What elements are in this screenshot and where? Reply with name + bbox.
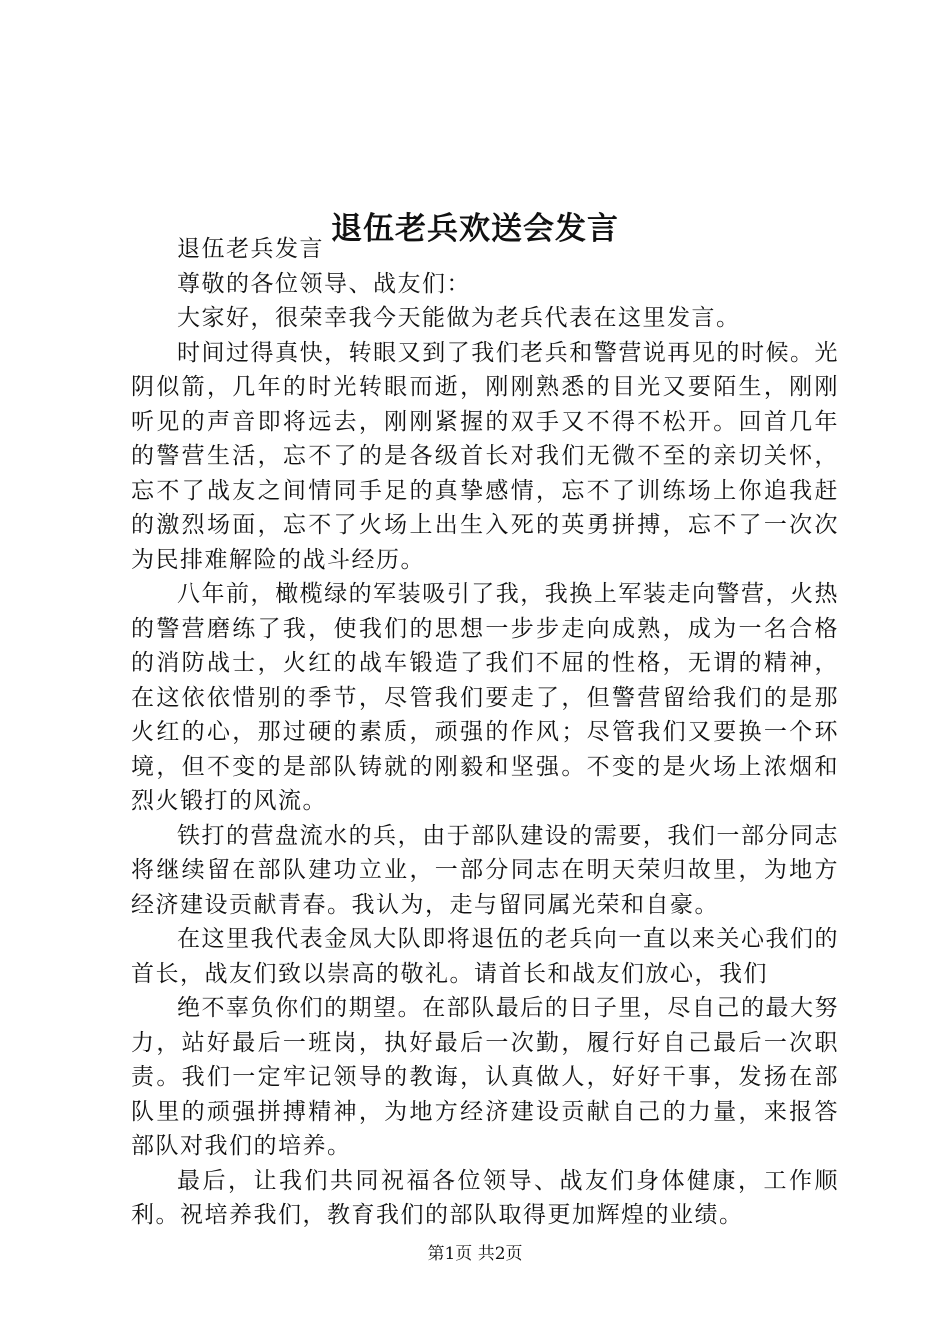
paragraph-salutation: 尊敬的各位领导、战友们： <box>177 270 471 297</box>
document-body <box>131 232 839 1233</box>
document-title: 退伍老兵欢送会发言 <box>331 210 619 247</box>
paragraph-time-flies: 时间过得真快，转眼又到了我们老兵和警营说再见的时候。光阴似箭，几年的时光转眼而逝，刚刚熟悉的目光又要陌生，刚刚听见的声音即将远去，刚刚紧握的双手又不得不松开。回首几年的警营生活，忘不了的是各级首长对我们无微不至的亲切关怀，忘不了战友之间情同手足的真挚感情，忘不了训练场上你追我赶的激烈场面，忘不了火场上出生入死的英勇拼搏，忘不了一次次为民排难解险的战斗经历。 <box>131 339 839 573</box>
paragraph-closing: 最后，让我们共同祝福各位领导、战友们身体健康，工作顺利。祝培养我们，教育我们的部队取得更加辉煌的业绩。 <box>131 1167 839 1228</box>
paragraph-iron-barracks: 铁打的营盘流水的兵，由于部队建设的需要，我们一部分同志将继续留在部队建功立业，一部分同志在明天荣归故里，为地方经济建设贡献青春。我认为，走与留同属光荣和自豪。 <box>131 822 839 918</box>
paragraph-promise: 绝不辜负你们的期望。在部队最后的日子里，尽自己的最大努力，站好最后一班岗，执好最后一次勤，履行好自己最后一次职责。我们一定牢记领导的教诲，认真做人，好好干事，发扬在部队里的顽强拼搏精神，为地方经济建设贡献自己的力量，来报答部队对我们的培养。 <box>131 995 839 1159</box>
paragraph-salute: 在这里我代表金凤大队即将退伍的老兵向一直以来关心我们的首长，战友们致以崇高的敬礼。请首长和战友们放心，我们 <box>131 926 839 987</box>
paragraph-greeting: 大家好，很荣幸我今天能做为老兵代表在这里发言。 <box>177 305 741 331</box>
paragraph-eight-years-ago: 八年前，橄榄绿的军装吸引了我，我换上军装走向警营，火热的警营磨练了我，使我们的思想一步步走向成熟，成为一名合格的消防战士，火红的战车锻造了我们不屈的性格，无谓的精神，在这依依惜别的季节，尽管我们要走了，但警营留给我们的是那火红的心，那过硬的素质，顽强的作风；尽管我们又要换一个环境，但不变的是部队铸就的刚毅和坚强。不变的是火场上浓烟和烈火锻打的风流。 <box>131 581 839 814</box>
paragraph-subtitle: 退伍老兵发言 <box>177 236 324 262</box>
page-number-footer: 第1页 共2页 <box>427 1244 523 1264</box>
